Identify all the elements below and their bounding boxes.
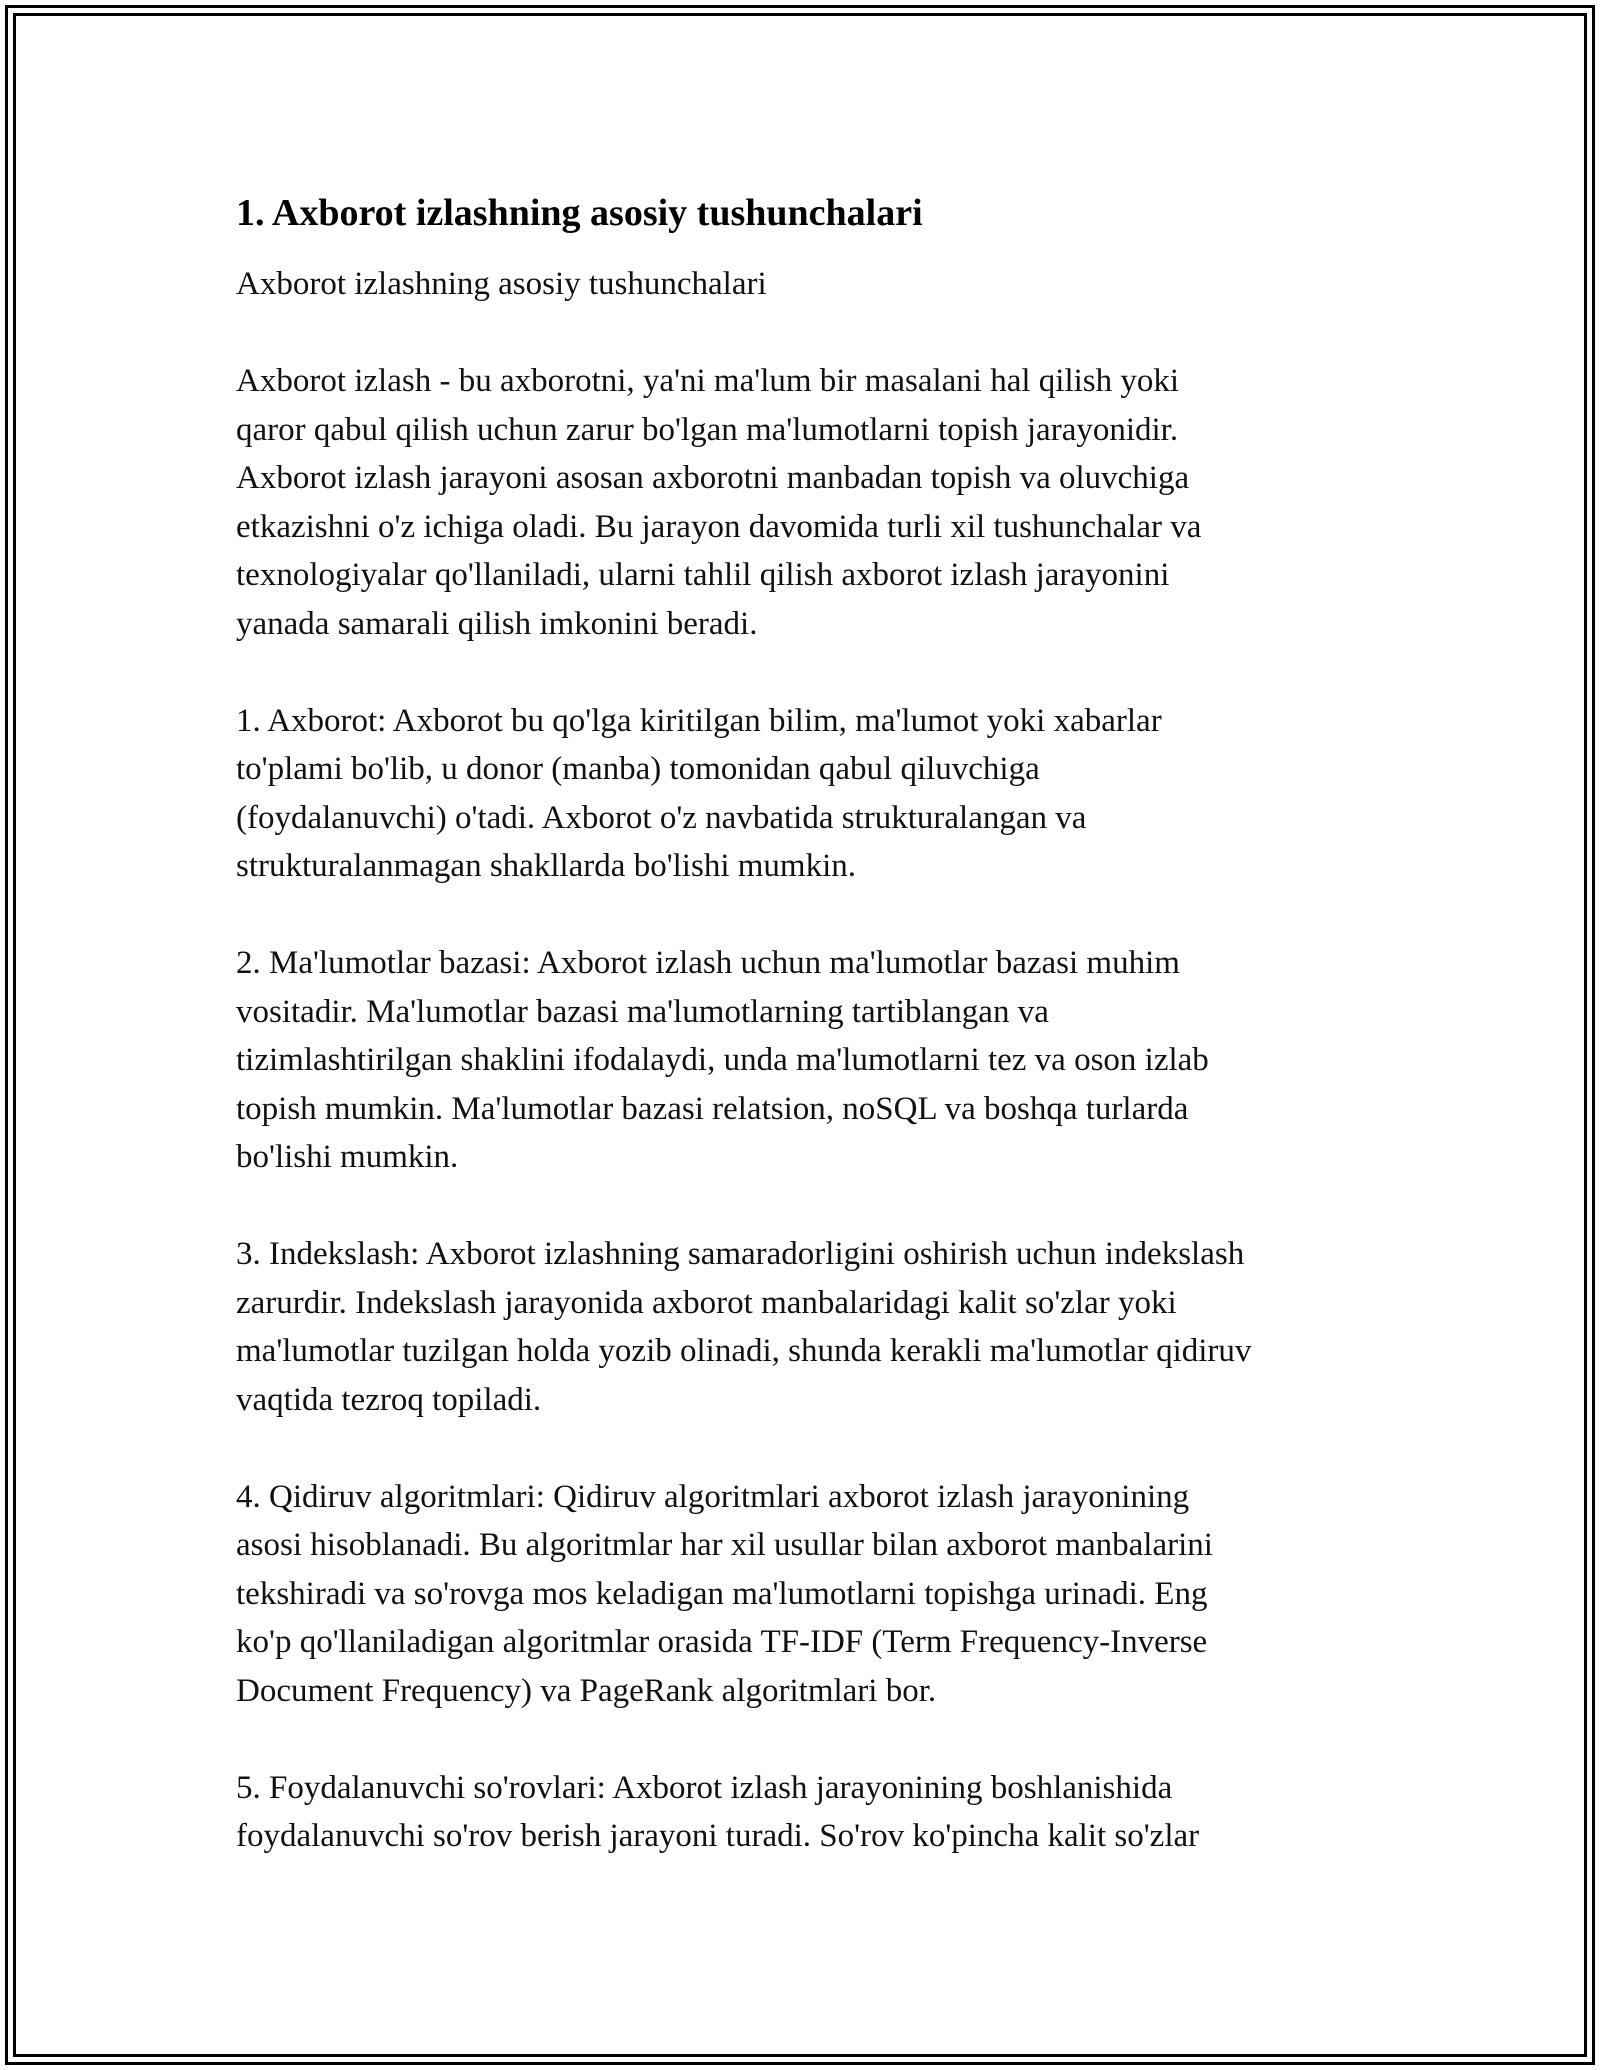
paragraph-intro: Axborot izlash - bu axborotni, ya'ni ma'lum bir masalani hal qilish yoki qaror qabul qilish uchun zarur bo'lgan ma'lumotlarni topish jarayonidir. Axborot izlash jarayoni asosan axborotni manbadan topish va oluvchiga etkazishni o'z ichiga oladi. Bu jarayon davomida turli xil tushunchalar va texnologiyalar qo'llaniladi, ularni tahlil qilish axborot izlash jarayonini yanada samarali qilish imkonini beradi. [236, 363, 1202, 642]
paragraph-gap [236, 309, 1406, 358]
paragraph-qidiruv-algoritmlari: 4. Qidiruv algoritmlari: Qidiruv algoritmlari axborot izlash jarayonining asosi hisoblanadi. Bu algoritmlar har xil usullar bilan axborot manbalarini tekshiradi va so'rovga mos keladigan ma'lumotlarni topishga urinadi. Eng ko'p qo'llaniladigan algoritmlar orasida TF-IDF (Term Frequency-Inverse Document Frequency) va PageRank algoritmlari bor. [236, 1478, 1213, 1709]
paragraph-gap [236, 648, 1406, 697]
paragraph-gap [236, 891, 1406, 940]
paragraph-gap [236, 1715, 1406, 1764]
document-subtitle: Axborot izlashning asosiy tushunchalari [236, 266, 767, 302]
paragraph-gap [236, 1424, 1406, 1473]
paragraph-foydalanuvchi-sorovlari: 5. Foydalanuvchi so'rovlari: Axborot izlash jarayonining boshlanishida foydalanuvchi so'rov berish jarayoni turadi. So'rov ko'pincha kalit so'zlar [236, 1769, 1200, 1854]
paragraph-axborot: 1. Axborot: Axborot bu qo'lga kiritilgan bilim, ma'lumot yoki xabarlar to'plami bo'lib, u donor (manba) tomonidan qabul qiluvchiga (foydalanuvchi) o'tadi. Axborot o'z navbatida strukturalangan va strukturalanmagan shakllarda bo'lishi mumkin. [236, 702, 1162, 884]
document-title: 1. Axborot izlashning asosiy tushunchalari [236, 192, 923, 234]
paragraph-malumotlar-bazasi: 2. Ma'lumotlar bazasi: Axborot izlash uchun ma'lumotlar bazasi muhim vositadir. Ma'lumotlar bazasi ma'lumotlarning tartiblangan va tizimlashtirilgan shaklini ifodalaydi, unda ma'lumotlarni tez va oson izlab topish mumkin. Ma'lumotlar bazasi relatsion, noSQL va boshqa turlarda bo'lishi mumkin. [236, 945, 1209, 1175]
paragraph-gap [236, 1182, 1406, 1231]
document-body [236, 188, 1406, 1861]
paragraph-indekslash: 3. Indekslash: Axborot izlashning samaradorligini oshirish uchun indekslash zarurdir. Indekslash jarayonida axborot manbalaridagi kalit so'zlar yoki ma'lumotlar tuzilgan holda yozib olinadi, shunda kerakli ma'lumotlar qidiruv vaqtida tezroq topiladi. [236, 1236, 1252, 1418]
